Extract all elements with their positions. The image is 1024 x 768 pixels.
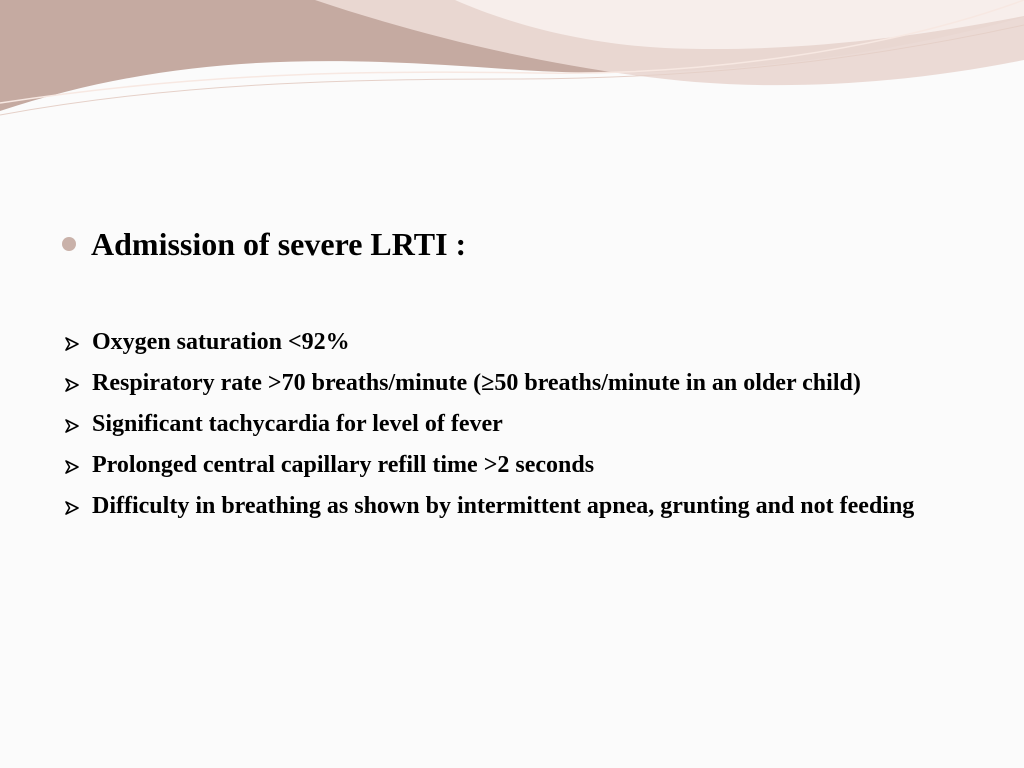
list-item-text: Significant tachycardia for level of fever <box>92 411 503 437</box>
list-item-text: Oxygen saturation <92% <box>92 329 350 355</box>
list-item-text: Difficulty in breathing as shown by intermittent apnea, grunting and not feeding <box>92 493 915 519</box>
arrow-bullet-icon <box>64 459 80 475</box>
arrow-bullet-icon <box>64 418 80 434</box>
list-item <box>62 367 962 400</box>
list-item-text: Respiratory rate >70 breaths/minute (≥50 breaths/minute in an older child) <box>92 370 861 396</box>
arrow-bullet-icon <box>64 377 80 393</box>
list-item <box>62 449 962 482</box>
round-bullet-icon <box>62 237 76 251</box>
bullet-list <box>62 326 962 531</box>
list-item <box>62 326 962 359</box>
list-item <box>62 408 962 441</box>
arrow-bullet-icon <box>64 500 80 516</box>
list-item <box>62 490 962 523</box>
heading-row <box>62 222 466 266</box>
slide-heading: Admission of severe LRTI : <box>91 226 467 262</box>
list-item-text: Prolonged central capillary refill time >2 seconds <box>92 452 595 478</box>
arrow-bullet-icon <box>64 336 80 352</box>
